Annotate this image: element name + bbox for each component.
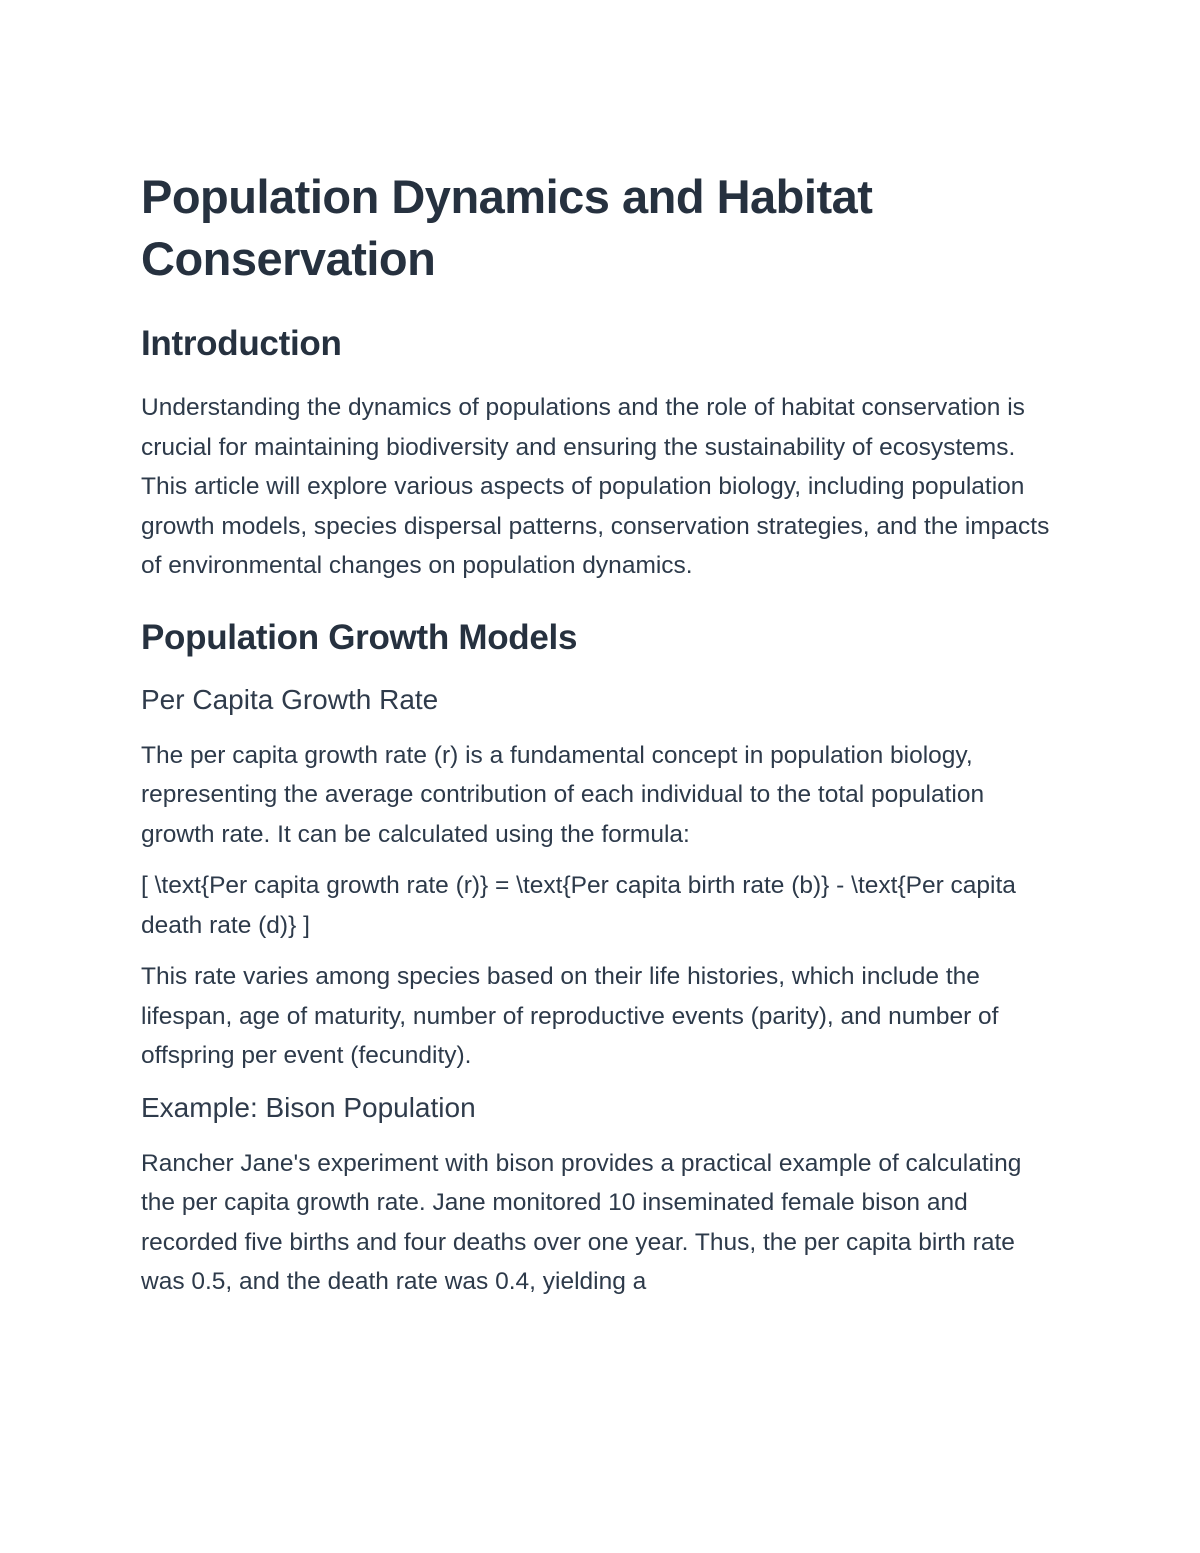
life-history-paragraph: This rate varies among species based on their life histories, which include the lifespan, age of maturity, number of reproductive events (parity), and number of offspring per event (fecundity).: [141, 963, 999, 1069]
bison-example-paragraph: Rancher Jane's experiment with bison provides a practical example of calculating the per capita growth rate. Jane monitored 10 inseminated female bison and recorded five births and four deaths over one year. Thus, the per capita birth rate was 0.5, and the death rate was 0.4, yielding a: [141, 1149, 1022, 1295]
introduction-paragraph: Understanding the dynamics of populations and the role of habitat conservation is crucial for maintaining biodiversity and ensuring the sustainability of ecosystems. This article will explore various aspects of population biology, including population growth models, species dispersal patterns, conservation strategies, and the impacts of environmental changes on population dynamics.: [141, 394, 1050, 579]
document-page: [141, 166, 1061, 1324]
subsection-heading-per-capita: Per Capita Growth Rate: [141, 683, 439, 715]
growth-rate-formula: [ \text{Per capita growth rate (r)} = \text{Per capita birth rate (b)} - \text{Per capita death rate (d)} ]: [141, 872, 1016, 939]
section-heading-introduction: Introduction: [141, 324, 342, 363]
section-heading-growth-models: Population Growth Models: [141, 617, 578, 657]
document-title: Population Dynamics and Habitat Conservation: [141, 170, 873, 285]
subsection-heading-bison-example: Example: Bison Population: [141, 1091, 476, 1123]
per-capita-paragraph: The per capita growth rate (r) is a fundamental concept in population biology, representing the average contribution of each individual to the total population growth rate. It can be calculated using the formula:: [141, 741, 985, 848]
